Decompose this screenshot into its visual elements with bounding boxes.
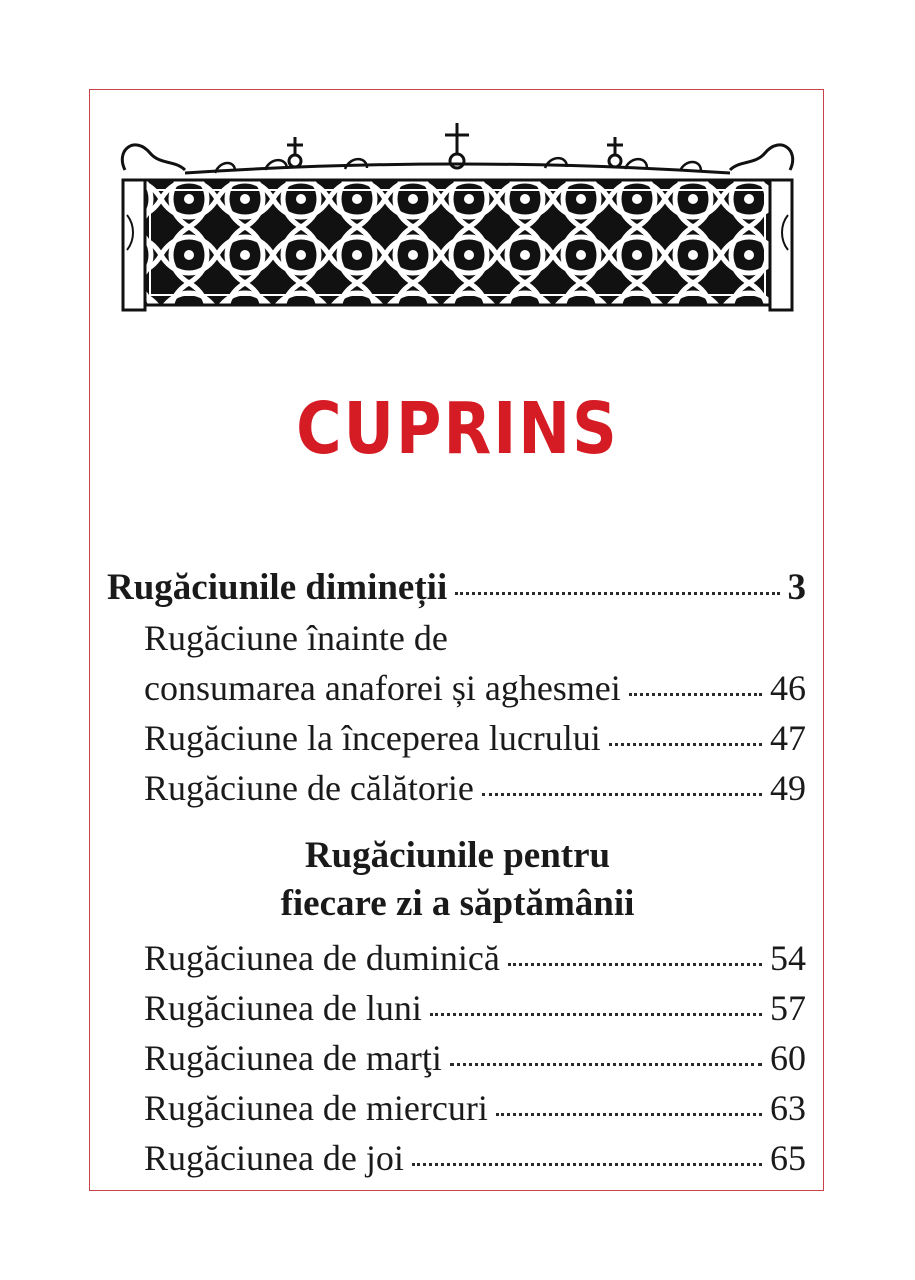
dot-leader (508, 963, 762, 966)
toc-entry-label-line1: Rugăciune înainte de (144, 618, 448, 658)
interlace-ornament (105, 115, 810, 320)
toc-entry-label: Rugăciunea de duminică (144, 938, 500, 978)
dot-leader (496, 1113, 762, 1116)
dot-leader (609, 743, 762, 746)
toc-entry-label: Rugăciunea de luni (144, 988, 422, 1028)
toc-entry-page: 46 (770, 668, 806, 708)
toc-entry-page: 54 (770, 938, 806, 978)
toc-entry-page: 65 (770, 1138, 806, 1178)
toc-entry-label: Rugăciune de călătorie (144, 768, 474, 808)
toc-entry-thursday[interactable] (144, 1136, 806, 1180)
toc-entry-label: Rugăciunea de miercuri (144, 1088, 488, 1128)
toc-entry-page: 60 (770, 1038, 806, 1078)
toc-entry-page: 57 (770, 988, 806, 1028)
toc-entry-page: 3 (787, 567, 806, 608)
toc-entry-page: 63 (770, 1088, 806, 1128)
toc-entry-travel[interactable] (144, 766, 806, 810)
toc-entry-label: Rugăciune la începerea lucrului (144, 718, 601, 758)
toc-entry-morning-prayers[interactable] (107, 566, 806, 610)
dot-leader (450, 1063, 762, 1066)
toc-entry-label: Rugăciunile dimineții (107, 567, 448, 608)
dot-leader (412, 1163, 762, 1166)
toc-entry-label: Rugăciunea de marţi (144, 1038, 442, 1078)
toc-entry-label: Rugăciunea de joi (144, 1138, 404, 1178)
toc-entry-sunday[interactable] (144, 936, 806, 980)
toc-entry-monday[interactable] (144, 986, 806, 1030)
page-title: CUPRINS (296, 386, 619, 471)
toc-entry-page: 47 (770, 718, 806, 758)
section-heading-line1: Rugăciunile pentru (304, 835, 611, 876)
dot-leader (629, 693, 762, 696)
toc-entry-tuesday[interactable] (144, 1036, 806, 1080)
toc-entry-work-start[interactable] (144, 716, 806, 760)
dot-leader (430, 1013, 762, 1016)
toc-entry-page: 49 (770, 768, 806, 808)
dot-leader (455, 592, 779, 595)
toc-entry-label: consumarea anaforei și aghesmei (144, 668, 621, 708)
toc-entry-anafora[interactable] (144, 666, 806, 710)
toc-entry-wednesday[interactable] (144, 1086, 806, 1130)
section-heading-line2: fiecare zi a săptămânii (280, 883, 635, 924)
dot-leader (482, 793, 762, 796)
